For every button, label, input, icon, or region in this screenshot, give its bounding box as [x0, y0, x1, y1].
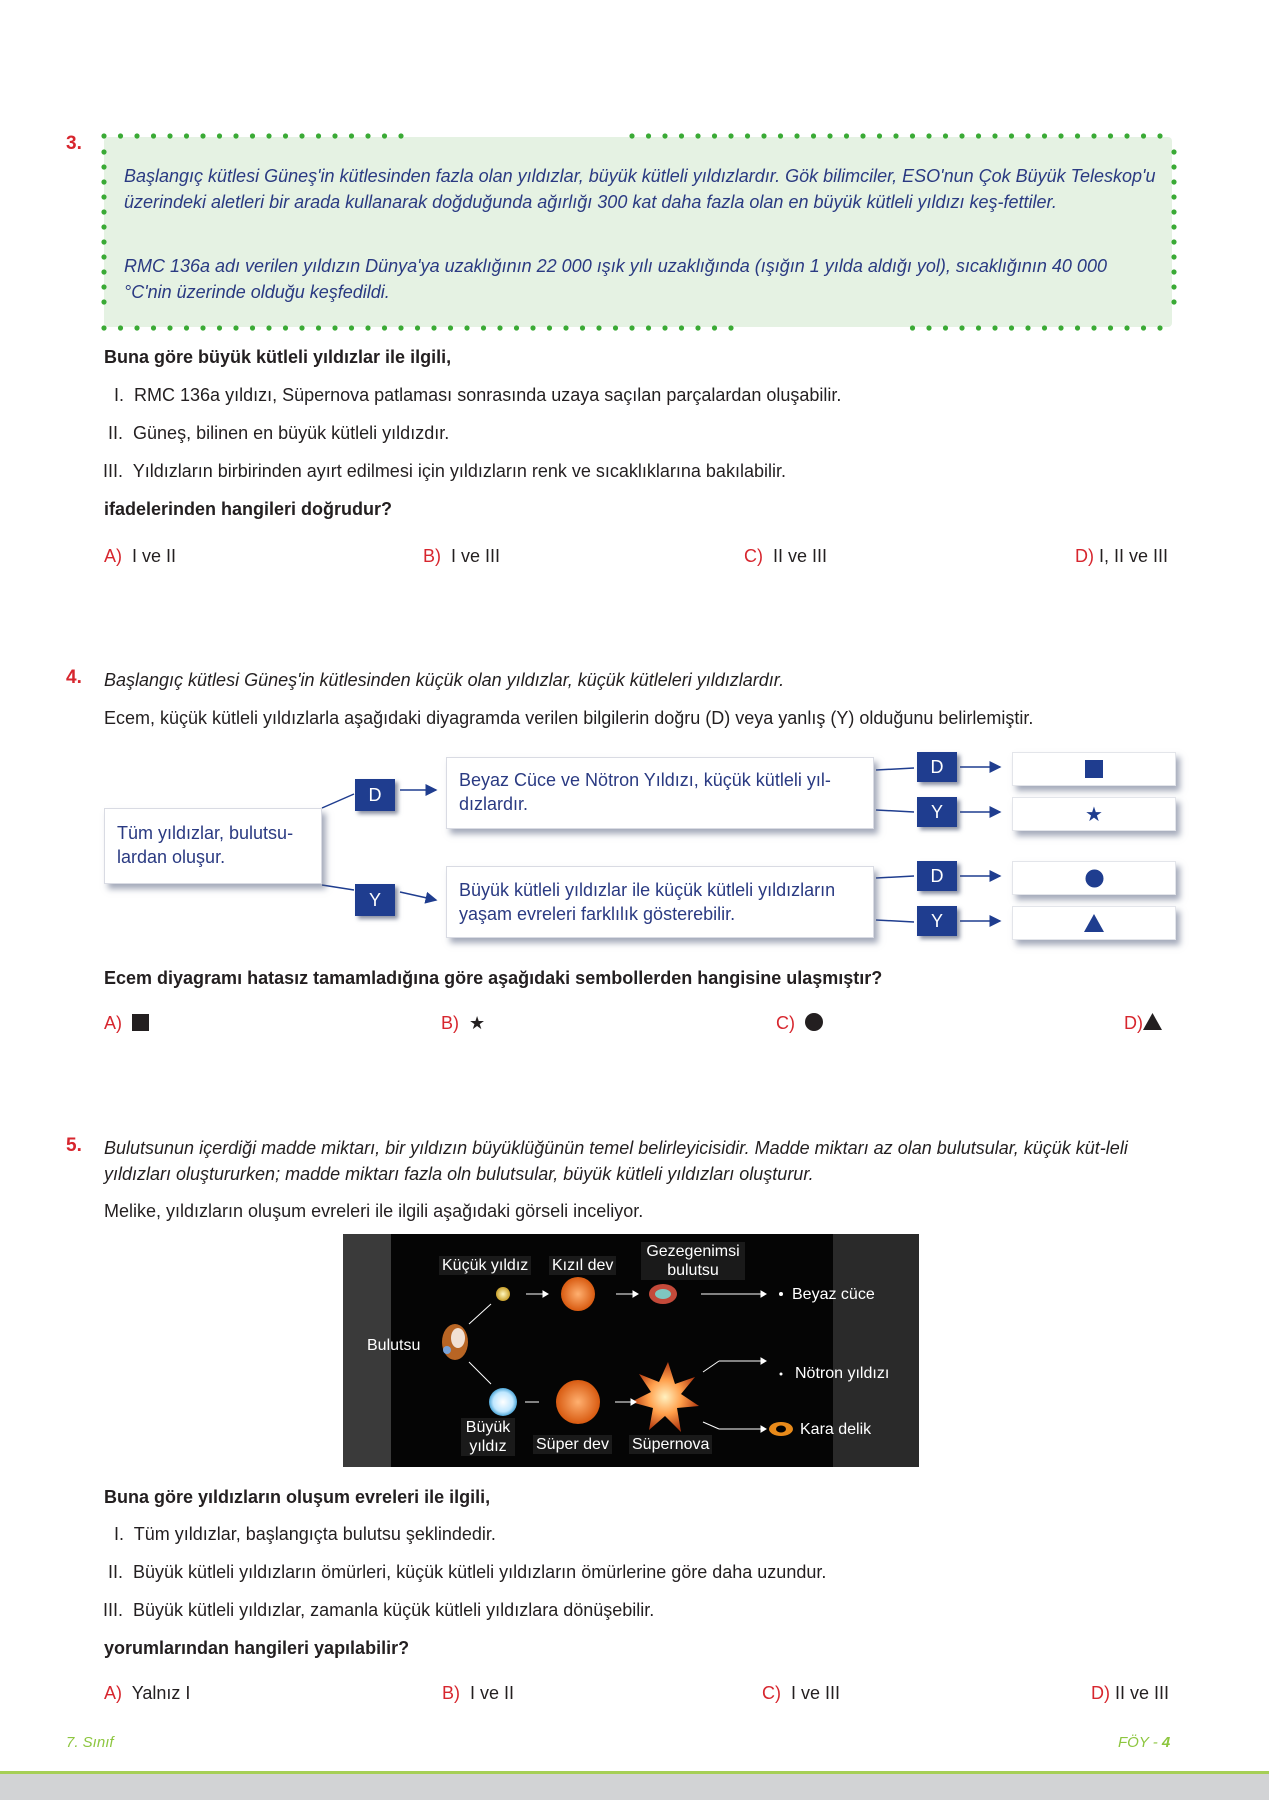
q5-statement-3: III. Büyük kütleli yıldızlar, zamanla küçük kütleli yıldızlara dönüşebilir.: [103, 1600, 655, 1620]
q3-option-b[interactable]: B) I ve III: [423, 546, 501, 566]
square-icon: [132, 1014, 149, 1031]
q3-option-d[interactable]: D) I, II ve III: [1075, 546, 1169, 566]
red-giant-icon: [561, 1277, 595, 1311]
planetary-nebula-icon: [649, 1284, 677, 1304]
label-kizil-dev: Kızıl dev: [549, 1256, 616, 1275]
q5-statement-1: I. Tüm yıldızlar, başlangıçta bulutsu şeklindedir.: [114, 1524, 496, 1544]
label-super-dev: Süper dev: [533, 1435, 612, 1454]
diagram-root-box: Tüm yıldızlar, bulutsu-lardan oluşur.: [104, 808, 322, 884]
q3-option-c[interactable]: C) II ve III: [744, 546, 828, 566]
q5-line2: Melike, yıldızların oluşum evreleri ile ilgili aşağıdaki görseli inceliyor.: [104, 1201, 644, 1221]
q5-statement-2: II. Büyük kütleli yıldızların ömürleri, küçük kütleli yıldızların ömürlerine göre daha uzundur.: [108, 1562, 827, 1582]
circle-icon: [1085, 869, 1104, 888]
question-5-number: 5.: [66, 1135, 82, 1156]
star-icon: ★: [469, 1013, 486, 1033]
info-paragraph-1: Başlangıç kütlesi Güneş'in kütlesinden fazla olan yıldızlar, büyük kütleli yıldızlardır. Gök bilimciler, ESO'nun Çok Büyük Teleskop'u üzerindeki aletleri bir arada kullanarak doğduğunda ağırlığı 300 kat daha fazla olan en büyük kütleli yıldızı keş-fettiler.: [124, 166, 1156, 212]
q3-statement-2: II. Güneş, bilinen en büyük kütleli yıldızdır.: [108, 423, 450, 443]
q3-statement-1: I. RMC 136a yıldızı, Süpernova patlaması sonrasında uzaya saçılan parçalardan oluşabilir.: [114, 385, 842, 405]
result-square: [1012, 752, 1176, 786]
white-dwarf-icon: [779, 1292, 783, 1296]
q4-question: Ecem diyagramı hatasız tamamladığına göre aşağıdaki sembollerden hangisine ulaşmıştır?: [104, 968, 883, 988]
diagram-label-d: D: [355, 779, 395, 811]
diagram-top-statement: Beyaz Cüce ve Nötron Yıldızı, küçük kütleli yıl-dızlardır.: [446, 757, 874, 829]
info-paragraph-2: RMC 136a adı verilen yıldızın Dünya'ya uzaklığının 22 000 ışık yılı uzaklığında (ışığın 1 yılda aldığı yol), sıcaklığının 40 000 °C'nin üzerinde olduğu keşfedildi.: [124, 256, 1107, 302]
label-kara-delik: Kara delik: [800, 1421, 872, 1438]
dotted-border: [98, 130, 1180, 334]
supernova-icon: [631, 1362, 699, 1432]
q4-option-b[interactable]: B) ★: [441, 1013, 486, 1033]
q3-statement-3: III. Yıldızların birbirinden ayırt edilmesi için yıldızların renk ve sıcaklıklarına bakılabilir.: [103, 461, 786, 481]
q5-option-c[interactable]: C) I ve III: [762, 1683, 841, 1703]
q5-stem: Buna göre yıldızların oluşum evreleri ile ilgili,: [104, 1487, 491, 1507]
question-4-number: 4.: [66, 667, 82, 688]
big-star-icon: [489, 1388, 517, 1416]
q4-line2: Ecem, küçük kütleli yıldızlarla aşağıdaki diyagramda verilen bilgilerin doğru (D) veya yanlış (Y) olduğunu belirlemiştir.: [104, 708, 1034, 728]
label-bulutsu: Bulutsu: [367, 1337, 421, 1354]
square-icon: [1085, 760, 1103, 778]
diagram-label-top-d: D: [917, 752, 957, 782]
q3-option-a[interactable]: A) I ve II: [104, 546, 177, 566]
circle-icon: [805, 1013, 823, 1031]
q4-option-a[interactable]: A): [104, 1013, 149, 1034]
result-triangle: [1012, 906, 1176, 940]
super-giant-icon: [556, 1380, 600, 1424]
result-star: [1012, 797, 1176, 831]
q3-question: ifadelerinden hangileri doğrudur?: [104, 499, 393, 519]
triangle-icon: [1143, 1013, 1162, 1030]
diagram-label-y: Y: [355, 884, 395, 916]
star-icon: ★: [1085, 803, 1103, 826]
q5-option-b[interactable]: B) I ve II: [442, 1683, 515, 1703]
q3-stem: Buna göre büyük kütleli yıldızlar ile ilgili,: [104, 347, 452, 367]
label-gezegenimsi-bulutsu: Gezegenimsi bulutsu: [641, 1242, 745, 1280]
label-buyuk-yildiz: Büyük yıldız: [461, 1418, 515, 1456]
result-circle: [1012, 861, 1176, 895]
footer-page: FÖY - 4: [1118, 1734, 1171, 1751]
question-3-number: 3.: [66, 133, 82, 154]
label-beyaz-cuce: Beyaz cüce: [792, 1286, 875, 1303]
diagram-label-bottom-y: Y: [917, 906, 957, 936]
q5-intro: Bulutsunun içerdiği madde miktarı, bir yıldızın büyüklüğünün temel belirleyicisidir. Madde miktarı az olan bulutsular, küçük küt-leli yıldızları oluştururken; madde miktarı fazla oln bulutsular, büyük kütleli yıldızları oluşturur.: [104, 1138, 1128, 1184]
diagram-label-bottom-d: D: [917, 861, 957, 891]
black-hole-icon: [769, 1422, 793, 1436]
neutron-star-icon: [780, 1373, 783, 1376]
nebula-icon: [442, 1324, 468, 1360]
q5-question: yorumlarından hangileri yapılabilir?: [104, 1638, 410, 1658]
q5-option-a[interactable]: A) Yalnız I: [104, 1683, 191, 1703]
small-star-icon: [496, 1287, 510, 1301]
q5-option-d[interactable]: D) II ve III: [1091, 1683, 1170, 1703]
footer-grade: 7. Sınıf: [66, 1734, 114, 1751]
label-supernova: Süpernova: [629, 1435, 712, 1454]
star-lifecycle-image: [343, 1234, 919, 1467]
triangle-icon: [1084, 914, 1104, 932]
diagram-bottom-statement: Büyük kütleli yıldızlar ile küçük kütleli yıldızların yaşam evreleri farklılık gösterebilir.: [446, 866, 874, 938]
q4-intro: Başlangıç kütlesi Güneş'in kütlesinden küçük olan yıldızlar, küçük kütleleri yıldızlardır.: [104, 670, 785, 690]
diagram-label-top-y: Y: [917, 797, 957, 827]
label-kucuk-yildiz: Küçük yıldız: [439, 1256, 531, 1275]
q4-option-c[interactable]: C): [776, 1013, 823, 1034]
q4-option-d[interactable]: D): [1124, 1013, 1162, 1034]
label-notron-yildizi: Nötron yıldızı: [795, 1365, 890, 1382]
footer-bar: [0, 1774, 1269, 1800]
